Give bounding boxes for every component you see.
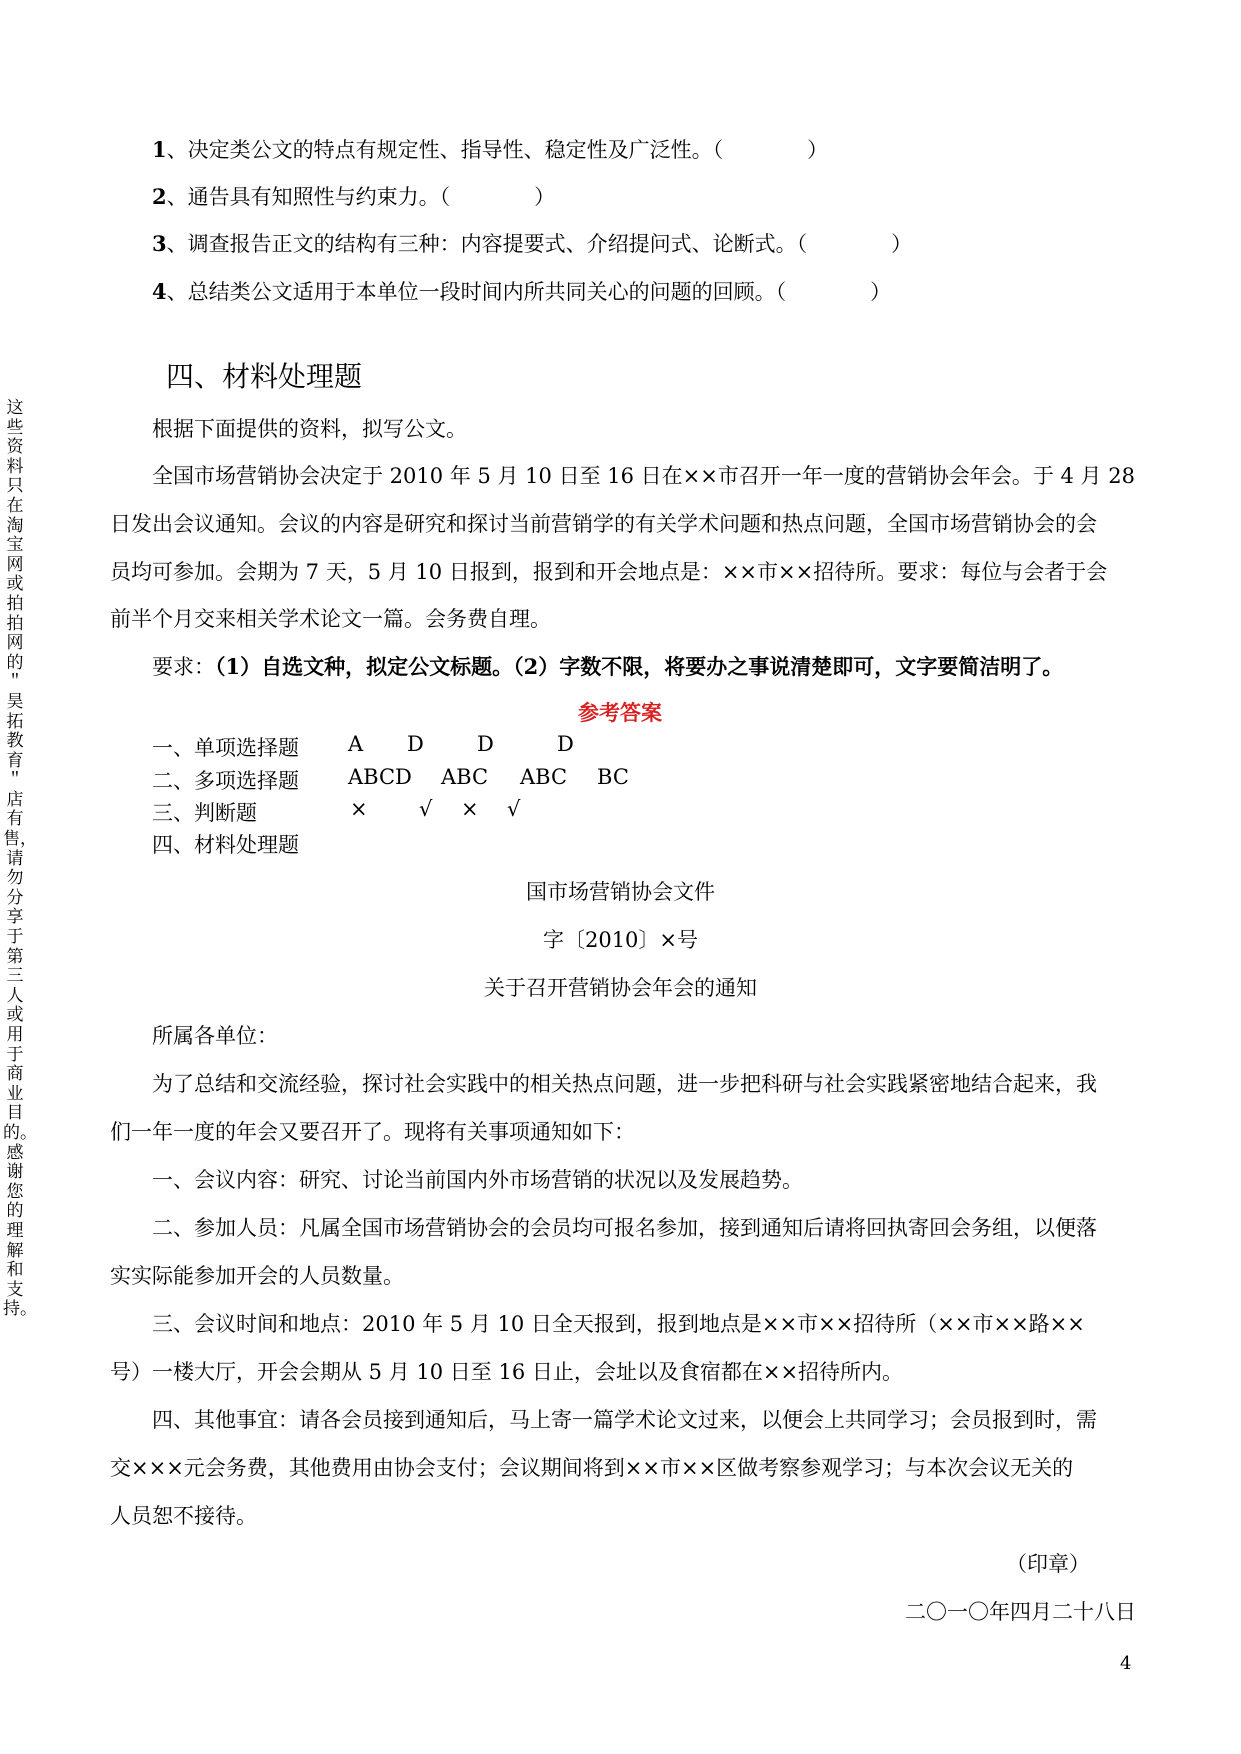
material-line-4: 前半个月交来相关学术论文一篇。会务费自理。 xyxy=(110,607,551,631)
material-line-2: 日发出会议通知。会议的内容是研究和探讨当前营销学的有关学术问题和热点问题，全国市场营销协会的会 xyxy=(110,512,1097,536)
notice-salutation: 所属各单位： xyxy=(152,1024,278,1048)
notice-line: 二、参加人员：凡属全国市场营销协会的会员均可报名参加，接到通知后请将回执寄回会务组，以便落 xyxy=(152,1216,1097,1240)
section-heading: 四、材料处理题 xyxy=(166,360,363,393)
material-line-1: 全国市场营销协会决定于 2010 年 5 月 10 日至 16 日在××市召开一年一度的营销协会年会。于 4 月 28 xyxy=(152,464,1135,488)
notice-doc-number: 字〔2010〕×号 xyxy=(542,928,699,952)
notice-line: 们一年一度的年会又要召开了。现将有关事项通知如下： xyxy=(110,1120,635,1144)
answers-title: 参考答案 xyxy=(578,700,662,725)
notice-line: 三、会议时间和地点：2010 年 5 月 10 日全天报到，报到地点是××市××招待所（××市××路×× xyxy=(152,1312,1085,1336)
judgement-question-2: 2、通告具有知照性与约束力。（ ） xyxy=(152,184,556,209)
notice-title: 关于召开营销协会年会的通知 xyxy=(484,976,757,1000)
answer-item: D xyxy=(557,732,574,756)
notice-line: 交×××元会务费，其他费用由协会支付；会议期间将到××市××区做考察参观学习；与本次会议无关的 xyxy=(110,1456,1074,1480)
answer-item: BC xyxy=(597,765,629,789)
answer-item: ABC xyxy=(441,765,489,789)
judgement-question-1: 1、决定类公文的特点有规定性、指导性、稳定性及广泛性。（ ） xyxy=(152,137,829,162)
answer-item: D xyxy=(407,732,424,756)
answer-row-label: 二、多项选择题 xyxy=(152,769,299,793)
judgement-question-4: 4、总结类公文适用于本单位一段时间内所共同关心的问题的回顾。（ ） xyxy=(152,279,892,304)
notice-seal: （印章） xyxy=(1006,1552,1090,1576)
notice-line: 号）一楼大厅，开会会期从 5 月 10 日至 16 日止，会址以及食宿都在××招待所内。 xyxy=(110,1360,904,1384)
answer-item: D xyxy=(477,732,494,756)
requirement-line: 要求：（1）自选文种，拟定公文标题。（2）字数不限，将要办之事说清楚即可，文字要简洁明了。 xyxy=(152,654,1064,679)
section-intro: 根据下面提供的资料，拟写公文。 xyxy=(152,417,467,441)
material-line-3: 员均可参加。会期为 7 天，5 月 10 日报到，报到和开会地点是：××市××招待所。要求：每位与会者于会 xyxy=(110,560,1108,584)
notice-line: 实实际能参加开会的人员数量。 xyxy=(110,1264,404,1288)
notice-header: 国市场营销协会文件 xyxy=(526,880,715,904)
answer-item: × xyxy=(461,797,479,821)
answer-row-label: 四、材料处理题 xyxy=(152,833,299,857)
sidebar-watermark-note: 这些资料只在淘宝网或拍拍网的＂昊拓教育＂店有售，请勿分享于第三人或用于商业目的。感谢您的理解和支持。 xyxy=(3,398,37,1320)
notice-line: 一、会议内容：研究、讨论当前国内外市场营销的状况以及发展趋势。 xyxy=(152,1168,803,1192)
answer-item: √ xyxy=(419,797,433,821)
notice-line: 人员恕不接待。 xyxy=(110,1504,257,1528)
page-number: 4 xyxy=(1120,1653,1132,1674)
answer-item: ABCD xyxy=(348,765,412,789)
notice-line: 四、其他事宜：请各会员接到通知后，马上寄一篇学术论文过来，以便会上共同学习；会员报到时，需 xyxy=(152,1408,1097,1432)
answer-item: × xyxy=(350,797,368,821)
answer-item: A xyxy=(348,732,364,756)
answer-row-label: 一、单项选择题 xyxy=(152,736,299,760)
notice-date: 二〇一〇年四月二十八日 xyxy=(905,1600,1136,1624)
answer-item: √ xyxy=(507,797,521,821)
answer-row-label: 三、判断题 xyxy=(152,801,257,825)
judgement-question-3: 3、调查报告正文的结构有三种：内容提要式、介绍提问式、论断式。（ ） xyxy=(152,231,913,256)
answer-item: ABC xyxy=(520,765,568,789)
notice-line: 为了总结和交流经验，探讨社会实践中的相关热点问题，进一步把科研与社会实践紧密地结合起来，我 xyxy=(152,1072,1097,1096)
